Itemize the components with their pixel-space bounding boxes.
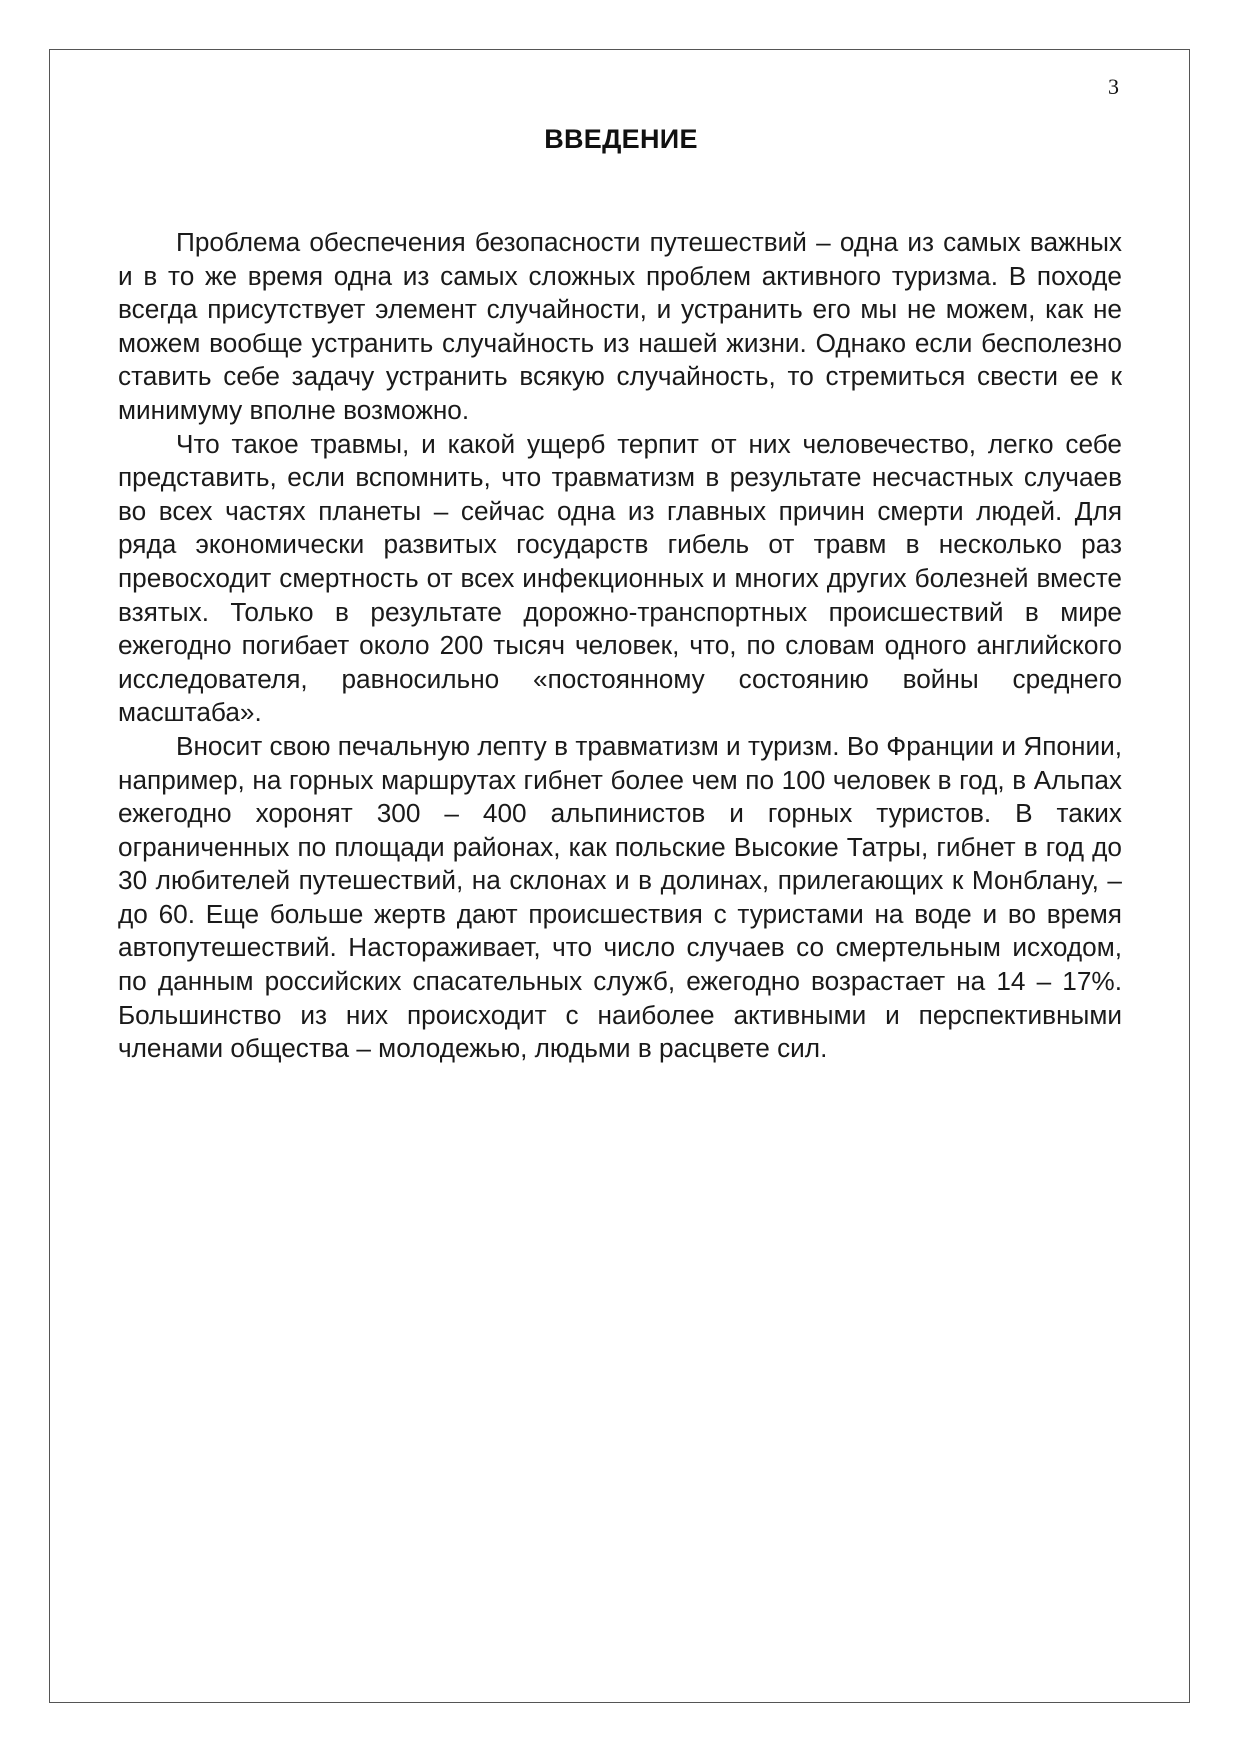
page-number: 3 — [1108, 74, 1119, 99]
paragraph-2: Что такое травмы, и какой ущерб терпит от них человечество, легко себе представить, если вспомнить, что травматизм в результате несчастных случаев во всех частях планеты – сейчас одна из главных причин смерти людей. Для ряда экономически развитых государств гибель от травм в несколько раз превосходит смертность от всех инфекционных и многих других болезней вместе взятых. Только в результате дорожно-транспортных происшествий в мире ежегодно погибает около 200 тысяч человек, что, по словам одного английского исследователя, равносильно «постоянному состоянию войны среднего масштаба». — [118, 428, 1122, 728]
page-title: ВВЕДЕНИЕ — [544, 124, 698, 154]
body-text — [118, 226, 1122, 1066]
paragraph-3: Вносит свою печальную лепту в травматизм и туризм. Во Франции и Японии, например, на горных маршрутах гибнет более чем по 100 человек в год, в Альпах ежегодно хоронят 300 – 400 альпинистов и горных туристов. В таких ограниченных по площади районах, как польские Высокие Татры, гибнет в год до 30 любителей путешествий, на склонах и в долинах, прилегающих к Монблану, – до 60. Еще больше жертв дают происшествия с туристами на воде и во время автопутешествий. Настораживает, что число случаев со смертельным исходом, по данным российских спасательных служб, ежегодно возрастает на 14 – 17%. Большинство из них происходит с наиболее активными и перспективными членами общества – молодежью, людьми в расцвете сил. — [118, 730, 1122, 1064]
paragraph-1: Проблема обеспечения безопасности путешествий – одна из самых важных и в то же время одна из самых сложных проблем активного туризма. В походе всегда присутствует элемент случайности, и устранить его мы не можем, как не можем вообще устранить случайность из нашей жизни. Однако если бесполезно ставить себе задачу устранить всякую случайность, то стремиться свести ее к минимуму вполне возможно. — [118, 227, 1122, 425]
